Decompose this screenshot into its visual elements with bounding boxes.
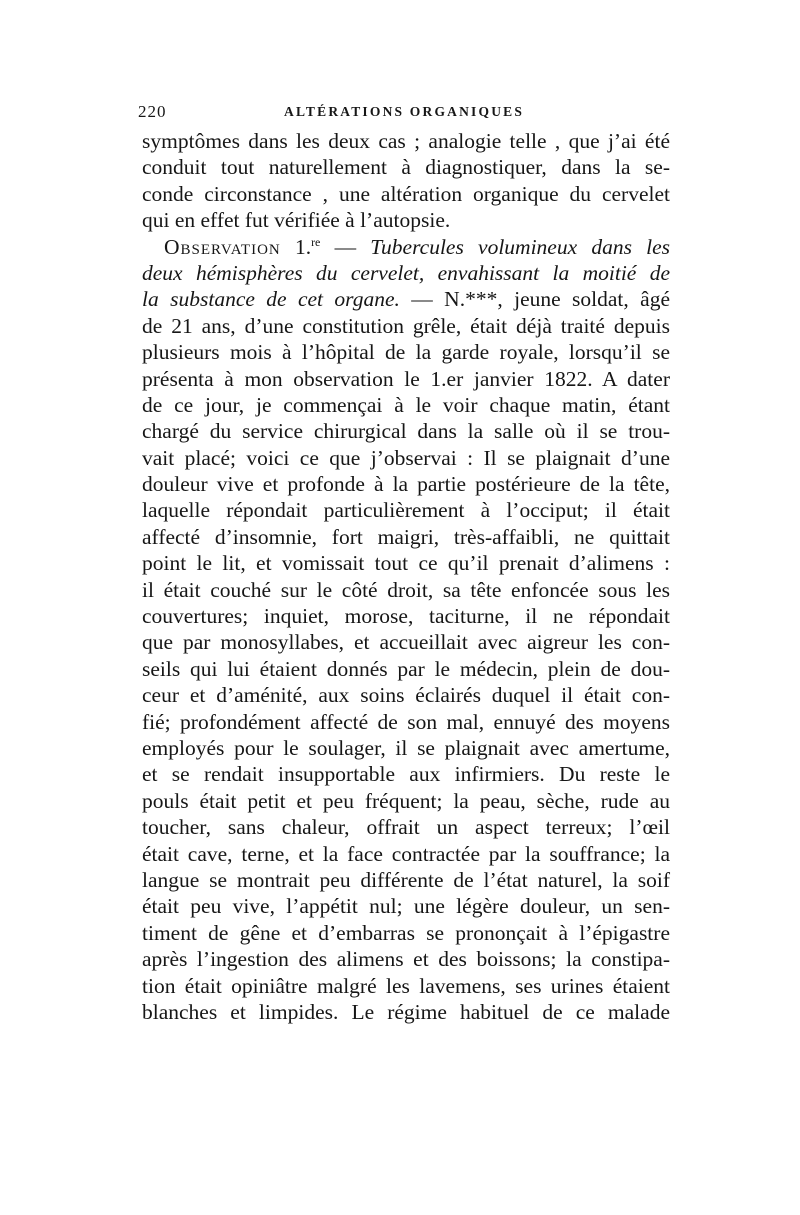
running-head: ALTÉRATIONS ORGANIQUES [284, 104, 525, 119]
page-header [138, 102, 668, 126]
observation-after-title: — N.***, jeune soldat, âgé [399, 287, 670, 312]
text-line: était cave, terne, et la face contractée par la souffrance; la [142, 841, 670, 866]
text-line: vait placé; voici ce que j’observai : Il se plaignait d’une [142, 445, 670, 470]
observation-title-3: la substance de cet organe. [142, 287, 400, 312]
text-line: affecté d’insomnie, fort maigri, très-affaibli, ne quittait [142, 524, 670, 549]
observation-title-2: deux hémisphères du cervelet, envahissant la moitié de [142, 260, 670, 285]
text-line: ceur et d’aménité, aux soins éclairés duquel il était con- [142, 683, 670, 708]
observation-number-sup: re [311, 234, 321, 249]
text-line: que par monosyllabes, et accueillait avec aigreur les con- [142, 630, 670, 655]
text-line: toucher, sans chaleur, offrait un aspect terreux; l’œil [142, 815, 670, 840]
text-line: pouls était petit et peu fréquent; la peau, sèche, rude au [142, 788, 670, 813]
text-line: après l’ingestion des alimens et des boissons; la constipa- [142, 947, 670, 972]
observation-heading-line [142, 234, 670, 260]
text-line: tion était opiniâtre malgré les lavemens, ses urines étaient [142, 973, 670, 998]
observation-title-line-3 [142, 286, 670, 312]
text-line: employés pour le soulager, il se plaignait avec amertume, [142, 735, 670, 760]
text-line: et se rendait insupportable aux infirmiers. Du reste le [142, 762, 670, 787]
text-line: était peu vive, l’appétit nul; une légère douleur, un sen- [142, 894, 670, 919]
text-line: symptômes dans les deux cas ; analogie telle , que j’ai été [142, 129, 670, 153]
text-line: conde circonstance , une altération organique du cervelet [142, 181, 670, 206]
text-line: couvertures; inquiet, morose, taciturne, il ne répondait [142, 604, 670, 629]
text-line: blanches et limpides. Le régime habituel de ce malade [142, 999, 670, 1024]
text-line: présenta à mon observation le 1.er janvier 1822. A dater [142, 366, 670, 391]
text-line: il était couché sur le côté droit, sa tête enfoncée sous les [142, 577, 670, 602]
text-line: seils qui lui étaient donnés par le médecin, plein de dou- [142, 656, 670, 681]
text-line: point le lit, et vomissait tout ce qu’il prenait d’alimens : [142, 551, 670, 576]
text-line: conduit tout naturellement à diagnostiquer, dans la se- [142, 155, 670, 180]
body-text [142, 128, 670, 1025]
text-line: douleur vive et profonde à la partie postérieure de la tête, [142, 472, 670, 497]
text-line: timent de gêne et d’embarras se prononçait à l’épigastre [142, 920, 670, 945]
observation-title-1: Tubercules volumineux dans les [370, 234, 671, 259]
text-line: qui en effet fut vérifiée à l’autopsie. [142, 208, 451, 233]
text-line: chargé du service chirurgical dans la salle où il se trou- [142, 419, 670, 444]
page-number: 220 [138, 102, 167, 121]
observation-label: Observation [164, 234, 281, 259]
text-line: fié; profondément affecté de son mal, ennuyé des moyens [142, 709, 670, 734]
observation-number: 1. [294, 234, 312, 259]
text-line: de 21 ans, d’une constitution grêle, était déjà traité depuis [142, 313, 670, 338]
text-line: plusieurs mois à l’hôpital de la garde royale, lorsqu’il se [142, 340, 670, 365]
text-line: laquelle répondait particulièrement à l’occiput; il était [142, 498, 670, 523]
text-line: langue se montrait peu différente de l’état naturel, la soif [142, 867, 670, 892]
text-line: de ce jour, je commençai à le voir chaque matin, étant [142, 392, 670, 417]
observation-dash: — [320, 234, 371, 259]
